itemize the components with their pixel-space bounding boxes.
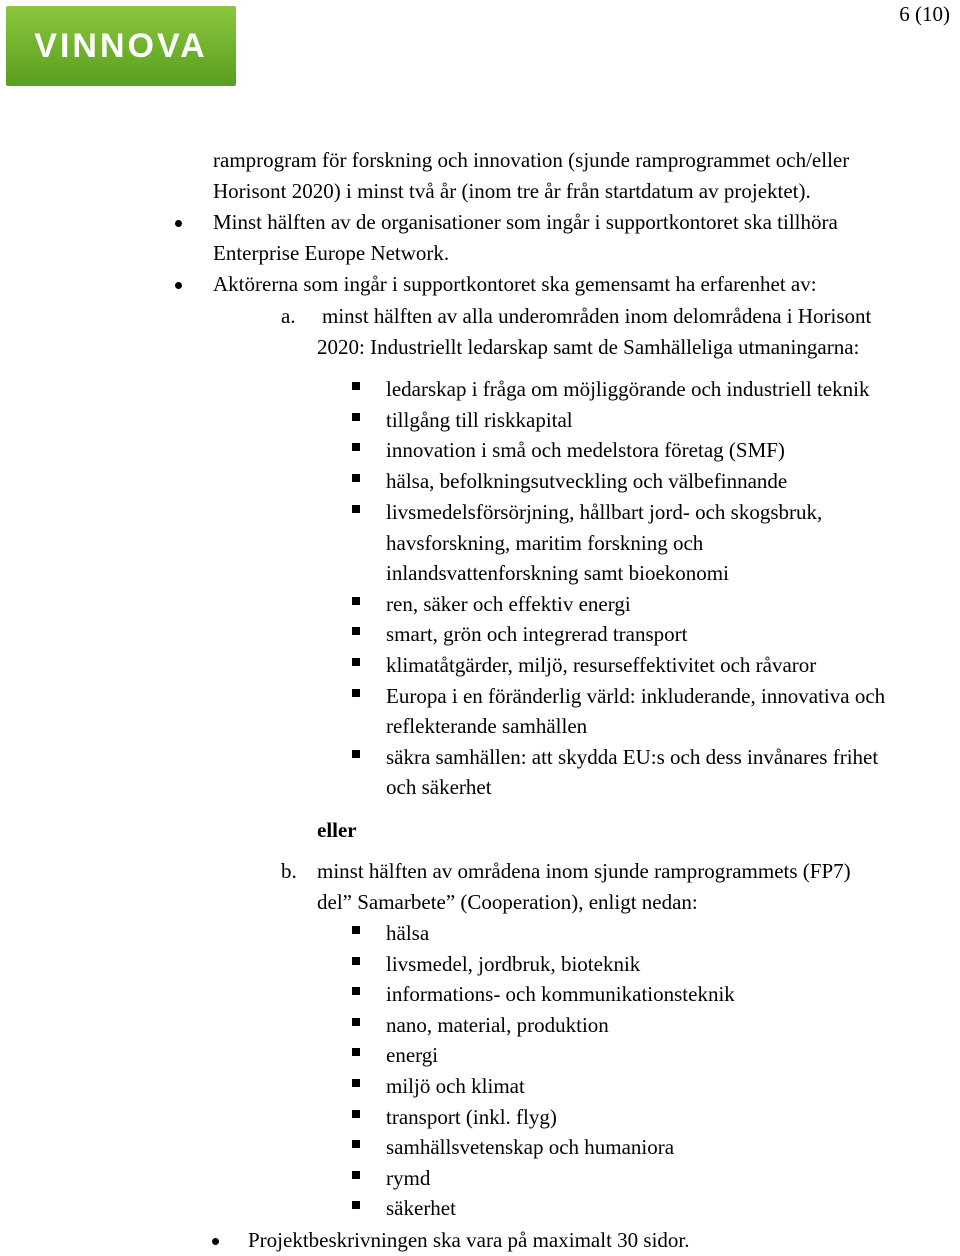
- list-item-continuation: reflekterande samhällen: [386, 714, 588, 738]
- list-item: ren, säker och effektiv energi: [386, 592, 631, 616]
- list-item: säkerhet: [386, 1196, 456, 1220]
- item-b-marker: b.: [281, 859, 297, 883]
- square-bullet-icon: [352, 1048, 360, 1056]
- list-item-continuation: inlandsvattenforskning samt bioekonomi: [386, 561, 729, 585]
- item-b-line-2: del” Samarbete” (Cooperation), enligt nedan:: [317, 890, 698, 914]
- list-item: tillgång till riskkapital: [386, 408, 573, 432]
- item-a-marker: a.: [281, 304, 296, 328]
- square-bullet-icon: [352, 658, 360, 666]
- item-a-line-2: 2020: Industriellt ledarskap samt de Samhälleliga utmaningarna:: [317, 335, 860, 359]
- list-item: innovation i små och medelstora företag (SMF): [386, 438, 785, 462]
- square-bullet-icon: [352, 1110, 360, 1118]
- list-item: smart, grön och integrerad transport: [386, 622, 688, 646]
- square-bullet-icon: [352, 1079, 360, 1087]
- bullet1-line-1: Minst hälften av de organisationer som ingår i supportkontoret ska tillhöra: [213, 210, 838, 234]
- list-item-continuation: havsforskning, maritim forskning och: [386, 531, 704, 555]
- square-bullet-icon: [352, 597, 360, 605]
- list-item: samhällsvetenskap och humaniora: [386, 1135, 675, 1159]
- square-bullet-icon: [352, 750, 360, 758]
- list-item-continuation: och säkerhet: [386, 775, 492, 799]
- square-bullet-icon: [352, 505, 360, 513]
- square-bullet-icon: [352, 1140, 360, 1148]
- square-bullet-icon: [352, 413, 360, 421]
- eller-label: eller: [317, 818, 357, 842]
- list-item: livsmedel, jordbruk, bioteknik: [386, 952, 641, 976]
- list-item: transport (inkl. flyg): [386, 1105, 557, 1129]
- list-item: klimatåtgärder, miljö, resurseffektivitet och råvaror: [386, 653, 817, 677]
- item-b-line-1: minst hälften av områdena inom sjunde ramprogrammets (FP7): [317, 859, 851, 883]
- item-a-line-1: minst hälften av alla underområden inom delområdena i Horisont: [322, 304, 872, 328]
- list-item: säkra samhällen: att skydda EU:s och dess invånares frihet: [386, 745, 879, 769]
- square-bullet-icon: [352, 443, 360, 451]
- vinnova-logo: [6, 6, 236, 86]
- list-item: Europa i en föränderlig värld: inkluderande, innovativa och: [386, 684, 886, 708]
- logo-text: VINNOVA: [34, 26, 208, 65]
- square-bullet-icon: [352, 627, 360, 635]
- list-item: rymd: [386, 1166, 431, 1190]
- square-bullet-icon: [352, 987, 360, 995]
- list-item: informations- och kommunikationsteknik: [386, 982, 735, 1006]
- square-bullet-icon: [352, 474, 360, 482]
- list-item: hälsa, befolkningsutveckling och välbefinnande: [386, 469, 788, 493]
- bullet2-line-1: Aktörerna som ingår i supportkontoret ska gemensamt ha erfarenhet av:: [213, 272, 817, 296]
- square-bullet-icon: [352, 1018, 360, 1026]
- list-item: miljö och klimat: [386, 1074, 525, 1098]
- square-bullet-icon: [352, 1201, 360, 1209]
- square-bullet-icon: [352, 689, 360, 697]
- square-bullet-icon: [352, 957, 360, 965]
- intro-line-1: ramprogram för forskning och innovation (sjunde ramprogrammet och/eller: [213, 148, 850, 172]
- list-item: ledarskap i fråga om möjliggörande och industriell teknik: [386, 377, 870, 401]
- bullet1-line-2: Enterprise Europe Network.: [213, 241, 450, 265]
- list-item: hälsa: [386, 921, 430, 945]
- list-item: livsmedelsförsörjning, hållbart jord- och skogsbruk,: [386, 500, 823, 524]
- list-item: energi: [386, 1043, 439, 1067]
- list-item: nano, material, produktion: [386, 1013, 609, 1037]
- bullet3-line-1: Projektbeskrivningen ska vara på maximalt 30 sidor.: [248, 1228, 690, 1252]
- intro-line-2: Horisont 2020) i minst två år (inom tre år från startdatum av projektet).: [213, 179, 811, 203]
- square-bullet-icon: [352, 382, 360, 390]
- page-number: 6 (10): [899, 2, 950, 26]
- bullet-dot-icon: [212, 1238, 219, 1245]
- bullet-dot-icon: [175, 282, 182, 289]
- bullet-dot-icon: [175, 220, 182, 227]
- square-bullet-icon: [352, 926, 360, 934]
- square-bullet-icon: [352, 1171, 360, 1179]
